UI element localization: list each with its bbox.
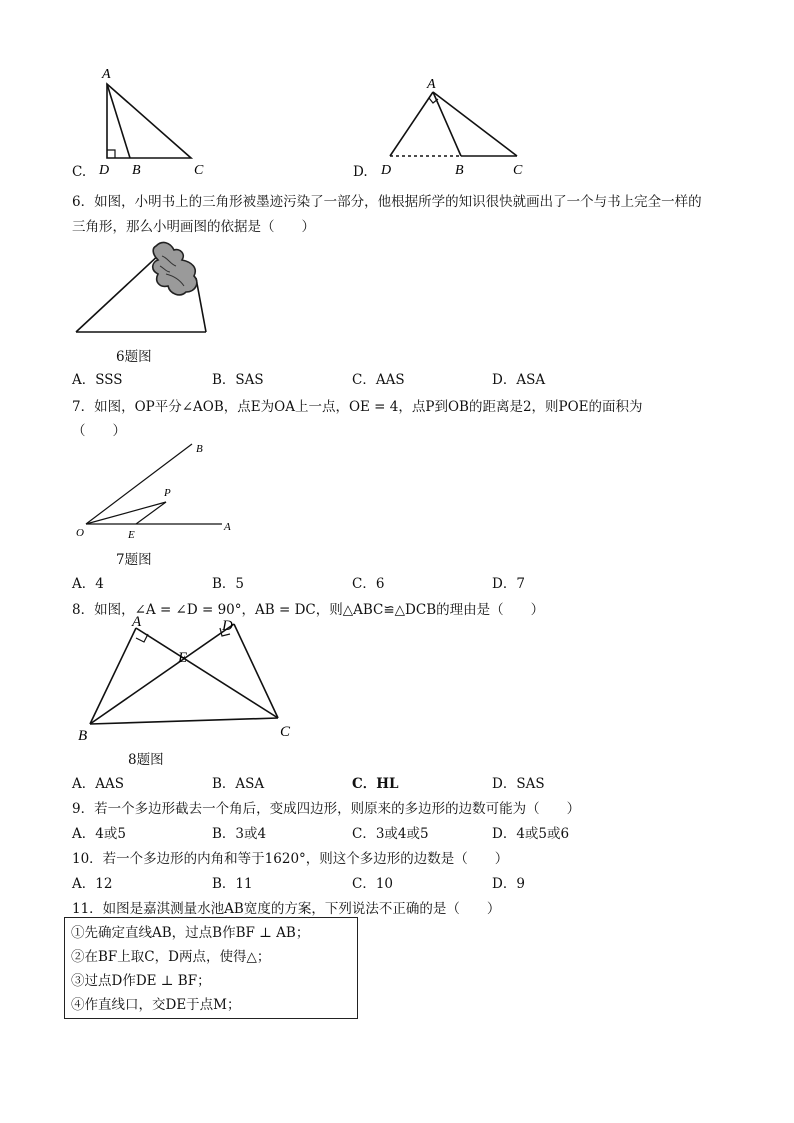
q5d-label-a: A [427, 77, 436, 92]
q8-stem-line1: 8．如图，∠A = ∠D = 90°，AB = DC，则△ABC≌△DCB的理由是（ ） [72, 602, 545, 618]
q6-option-d[interactable]: D．ASA [492, 372, 546, 388]
q7-label-e: E [128, 529, 135, 541]
q5c-label-c: C [194, 163, 204, 178]
q9-option-c[interactable]: C．3或4或5 [352, 826, 429, 842]
q11-step-4: ④作直线口，交DE于点M； [71, 997, 241, 1013]
q5d-label-d: D [381, 163, 392, 178]
q5d-label-c: C [513, 163, 523, 178]
q7-stem-line2: （ ） [72, 423, 126, 439]
q8-label-b: B [78, 728, 88, 744]
q5-option-d-letter: D. [353, 164, 368, 180]
q7-option-c[interactable]: C．6 [352, 576, 385, 592]
q11-steps-box [64, 917, 358, 1019]
q6-option-a[interactable]: A．SSS [72, 372, 123, 388]
q8-figure [70, 614, 300, 746]
q10-option-d[interactable]: D．9 [492, 876, 525, 892]
q11-step-2: ②在BF上取C，D两点，使得△； [71, 949, 271, 965]
q11-step-3: ③过点D作DE ⊥ BF； [71, 973, 211, 989]
q11-stem-line1: 11．如图是嘉淇测量水池AB宽度的方案，下列说法不正确的是（ ） [72, 901, 501, 917]
q7-label-o: O [76, 527, 84, 539]
q10-option-a[interactable]: A．12 [72, 876, 113, 892]
q7-option-b[interactable]: B．5 [212, 576, 245, 592]
q7-figure [72, 438, 242, 542]
q5-option-c-letter: C. [72, 164, 87, 180]
q8-label-d: D [222, 618, 233, 634]
q10-option-c[interactable]: C．10 [352, 876, 394, 892]
q10-option-b[interactable]: B．11 [212, 876, 253, 892]
ink-blot [153, 243, 197, 295]
q6-option-b[interactable]: B．SAS [212, 372, 264, 388]
q8-option-c[interactable]: C．HL [352, 776, 399, 792]
q10-stem-line1: 10．若一个多边形的内角和等于1620°，则这个多边形的边数是（ ） [72, 851, 509, 867]
q6-option-c[interactable]: C．AAS [352, 372, 405, 388]
q7-label-b: B [196, 443, 203, 455]
q9-stem-line1: 9．若一个多边形截去一个角后，变成四边形，则原来的多边形的边数可能为（ ） [72, 801, 581, 817]
q5c-label-b: B [132, 163, 141, 178]
q5c-label-a: A [102, 67, 111, 82]
q5c-label-d: D [99, 163, 110, 178]
q7-label-p: P [164, 487, 171, 499]
q7-stem-line1: 7．如图，OP平分∠AOB，点E为OA上一点，OE = 4，点P到OB的距离是2，则POE的面积为 [72, 399, 643, 415]
q8-label-c: C [280, 724, 291, 740]
q5-figure-d [375, 76, 535, 178]
q7-label-a: A [224, 521, 231, 533]
q9-option-d[interactable]: D．4或5或6 [492, 826, 570, 842]
q7-option-a[interactable]: A．4 [72, 576, 104, 592]
q9-option-a[interactable]: A．4或5 [72, 826, 126, 842]
q5-figure-c [90, 62, 210, 178]
q6-caption: 6题图 [116, 349, 152, 365]
q7-option-d[interactable]: D．7 [492, 576, 525, 592]
q8-label-e: E [178, 650, 188, 666]
q11-step-1: ①先确定直线AB，过点B作BF ⊥ AB； [71, 925, 310, 941]
q8-option-b[interactable]: B．ASA [212, 776, 265, 792]
q5d-label-b: B [455, 163, 464, 178]
q8-option-a[interactable]: A．AAS [72, 776, 124, 792]
q7-caption: 7题图 [116, 552, 152, 568]
q6-stem-line1: 6．如图，小明书上的三角形被墨迹污染了一部分，他根据所学的知识很快就画出了一个与书上完全一样的 [72, 194, 702, 210]
q6-figure [70, 236, 220, 338]
q8-label-a: A [132, 614, 142, 630]
q9-option-b[interactable]: B．3或4 [212, 826, 267, 842]
q6-stem-line2: 三角形，那么小明画图的依据是（ ） [72, 219, 315, 235]
q8-option-d[interactable]: D．SAS [492, 776, 545, 792]
q8-caption: 8题图 [128, 752, 164, 768]
